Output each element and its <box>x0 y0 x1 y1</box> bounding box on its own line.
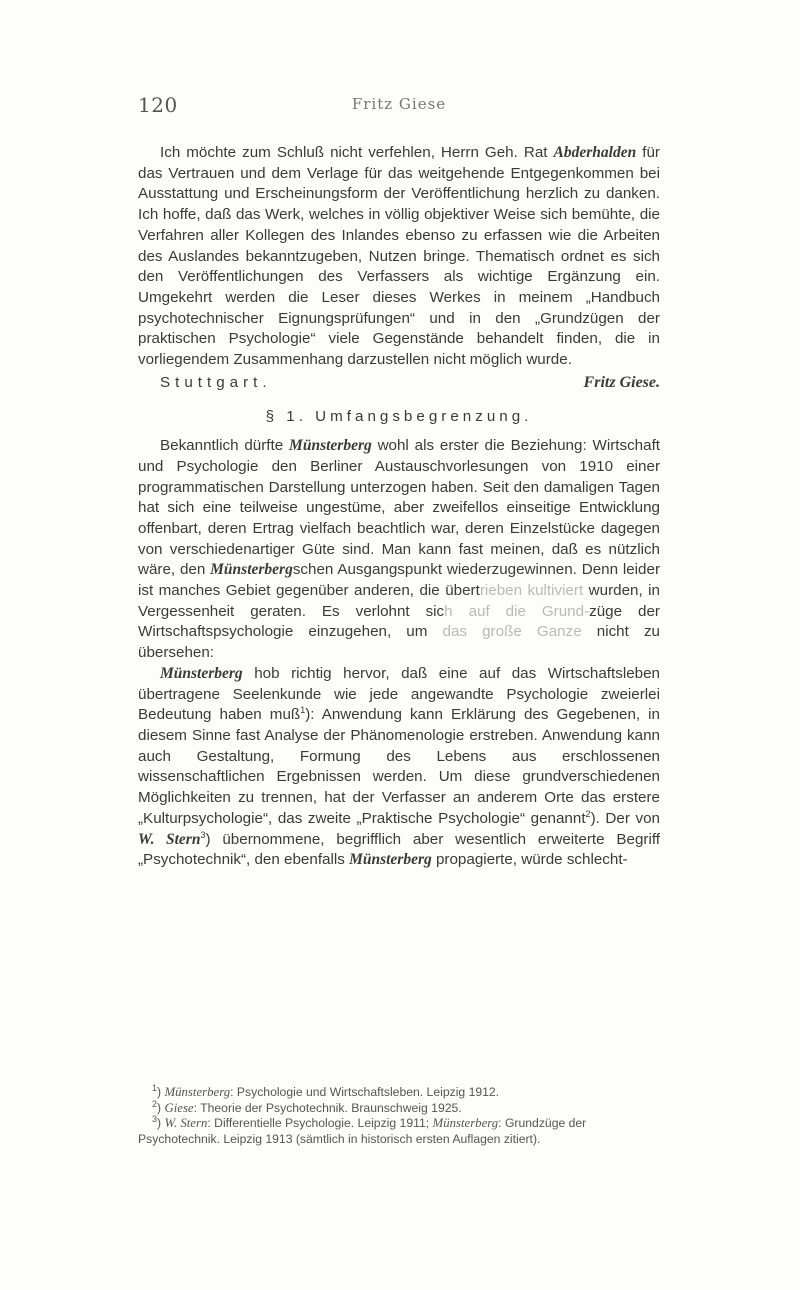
footnote-text: : Psychologie und Wirtschaftsleben. Leipzig 1912. <box>230 1085 500 1099</box>
preface-paragraph <box>138 143 660 371</box>
signature-place: Stuttgart. <box>160 373 272 391</box>
signature-name: Fritz Giese. <box>583 373 660 391</box>
author-name: W. Stern <box>164 1116 208 1130</box>
footnote-3: $^3$) W. Stern: Differentielle Psychologie. Leipzig 1911; Münsterberg: Grundzüge der Psychotechnik. Leipzig 1913 (sämtlich in historisch ersten Auflagen zitiert). <box>138 1113 587 1146</box>
footnote-1: $^1$) Münsterberg: Psychologie und Wirtschaftsleben. Leipzig 1912. <box>152 1082 500 1099</box>
author-name: Abderhalden <box>553 144 637 161</box>
text-run: ). Der von <box>590 809 660 827</box>
text-run: züge der Wirtschaftspsychologie einzugehen, um <box>138 602 660 641</box>
text-run: hob richtig hervor, daß eine auf das Wirtschaftsleben übertragene Seelenkunde wie jede angewandte Psychologie zweierlei Bedeutung haben muß <box>138 664 660 724</box>
faded-text: rieben kultiviert <box>479 582 584 600</box>
author-name: Giese <box>164 1100 194 1115</box>
text-run: schen Ausgangspunkt wiederzugewinnen. Denn leider ist manches Gebiet gegenüber anderen, die übert <box>138 561 660 600</box>
footnote-ref: 1 <box>300 705 306 716</box>
running-head: Fritz Giese <box>351 95 447 113</box>
text-run: wurden, in Vergessenheit geraten. Es verlohnt sic <box>138 582 660 620</box>
author-name: W. Stern <box>138 830 201 848</box>
page-header <box>138 93 660 117</box>
footnote-text: : Theorie der Psychotechnik. Braunschweig 1925. <box>193 1100 462 1115</box>
author-name: Münsterberg <box>349 851 432 869</box>
text-run: Bekanntlich dürfte <box>160 437 290 455</box>
footnote-2: $^2$) Giese: Theorie der Psychotechnik. Braunschweig 1925. <box>152 1098 462 1115</box>
faded-text: das große Ganze <box>442 623 582 641</box>
author-name: Münsterberg <box>432 1116 499 1130</box>
text-run: ): Anwendung kann Erklärung des Gegebenen, in diesem Sinne fast Analyse der Phänomenologie erstreben. Anwendung kann auch Gestaltung, Formung des Lebens aus erschlossenen wissenschaftlichen Ergebnissen werden. Um diese grundverschiedenen Möglichkeiten zu trennen, hat der Verfasser an anderem Orte das erstere „Kulturpsychologie“, das zweite „Praktische Psychologie“ genannt <box>138 706 660 827</box>
paragraph-2 <box>138 664 660 871</box>
footnote-ref: 3 <box>200 829 206 840</box>
footnote-text: : Grundzüge der Psychotechnik. Leipzig 1913 (sämtlich in historisch ersten Auflagen zitiert). <box>138 1116 587 1146</box>
paragraph-1 <box>138 436 660 664</box>
author-name: Münsterberg <box>164 1085 231 1099</box>
footnote-mark: 3 <box>152 1113 158 1124</box>
text-run: wohl als erster die Beziehung: Wirtschaft und Psychologie den Berliner Austauschvorlesungen von 1910 einer programmatischen Darstellung unterzogen haben. Seit den damaligen Tagen hat sich eine teilweise ungestüme, aber zweifellos einseitige Entwicklung offenbart, deren Ertrag vielfach beachtlich war, deren Einzelstücke dagegen von verschiedenartiger Güte sind. Man kann fast meinen, daß es nützlich wäre, den <box>138 437 661 579</box>
author-name: Münsterberg <box>289 437 372 455</box>
footnote-mark: 2 <box>152 1098 158 1109</box>
author-name: Münsterberg <box>160 664 243 682</box>
signature-line <box>138 373 660 394</box>
text-run: propagierte, würde schlecht- <box>431 851 628 869</box>
author-name: Münsterberg <box>210 561 293 579</box>
footnotes <box>138 1082 660 1147</box>
faded-text: h auf die Grund- <box>444 602 590 620</box>
body-text <box>138 143 660 871</box>
footnote-text: : Differentielle Psychologie. Leipzig 1911; <box>207 1116 433 1130</box>
text-run: ) übernommene, begrifflich aber wesentlich erweiterte Begriff „Psychotechnik“, den ebenfalls <box>138 830 660 869</box>
footnote-ref: 2 <box>585 808 591 819</box>
section-heading: § 1. Umfangsbegrenzung. <box>265 408 533 426</box>
text-run: nicht zu übersehen: <box>138 623 661 662</box>
text-run: Ich möchte zum Schluß nicht verfehlen, Herrn Geh. Rat <box>160 144 548 161</box>
text-run: für das Vertrauen und dem Verlage für das weitgehende Entgegenkommen bei Ausstattung und Erscheinungsform der Veröffentlichung herzlich zu danken. Ich hoffe, daß das Werk, welches in völlig objektiver Weise sich bemühte, die Verfahren aller Kollegen des Inlandes ebenso zu erfassen wie die Arbeiten des Auslandes bekanntzugeben, Nutzen bringe. Thematisch ordnet es sich den Veröffentlichungen des Verfassers als wichtige Ergänzung ein. Umgekehrt werden die Leser dieses Werkes in meinem „Handbuch psychotechnischer Eignungsprüfungen“ und in den „Grundzügen der praktischen Psychologie“ viele Gegenstände behandelt finden, die in vorliegendem Zusammenhang darzustellen nicht möglich wurde. <box>138 144 660 369</box>
page-number: 120 <box>138 93 178 117</box>
footnote-mark: 1 <box>152 1082 158 1093</box>
